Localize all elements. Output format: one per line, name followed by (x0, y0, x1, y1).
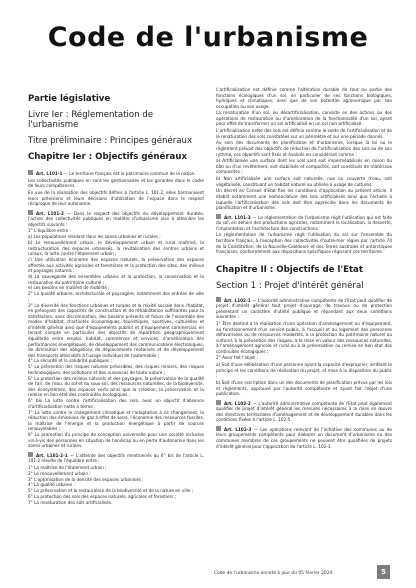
list-item: 2° La qualité urbaine, architecturale et paysagère, notamment des entrées de ville ; (28, 291, 204, 302)
article-l101-3 (216, 214, 392, 232)
page-footer: Code de l'urbanisme annoté à jour du 05 février 2024 (214, 571, 333, 576)
paragraph: Les collectivités publiques en sont les gestionnaires et les garantes dans le cadre de leurs compétences. (28, 177, 204, 189)
article-text: — L'autorité administrative compétente de l'Etat peut également qualifier de projet d'intérêt général les mesures nécessaires à la mise en œuvre des directives territoriales d'aménagement et de développement durables dans les conditions fixées à l'article L. 102-5. (216, 400, 392, 423)
paragraph: 2° Avoir fait l'objet : (216, 355, 258, 361)
article-l101-1 (28, 170, 204, 177)
article-number: Art. L102-2 (224, 400, 251, 406)
article-l102-1 (216, 297, 392, 320)
right-column (216, 87, 392, 450)
article-l102-2 (216, 400, 392, 423)
paragraph: a) Soit d'une délibération d'une personne ayant la capacité d'exproprier, arrêtant le principe et les conditions de réalisation du projet, et mise à la disposition du public ; (216, 362, 392, 379)
paragraph: L'artificialisation est définie comme l'altération durable de tout ou partie des fonctions écologiques d'un sol, en particulier de ses fonctions biologiques, hydriques et climatiques, ainsi que de son potentiel agronomique par son occupation ou son usage. (216, 87, 392, 109)
paragraph: En vue de la réalisation des objectifs définis à l'article L. 101-2, elles harmonisent leurs prévisions et leurs décisions d'utilisation de l'espace dans le respect réciproque de leur autonomie. (28, 190, 204, 207)
title-heading: Titre préliminaire : Principes généraux (28, 136, 193, 146)
list-item: 2° Le renouvellement urbain ; (28, 470, 91, 476)
article-text: — L'atteinte des objectifs mentionnés au 6° bis de l'article L. 101-2 résulte de l'équilibre entre : (28, 452, 204, 464)
list-item: 4° La sécurité et la salubrité publiques ; (28, 358, 112, 364)
book-heading: Livre Ier : Réglementation de l'urbanisme (28, 110, 154, 130)
list-item: a) Les populations résidant dans les zones urbaines et rurales ; (28, 234, 161, 240)
list-item: d) La sauvegarde des ensembles urbains et la protection, la conservation et la restauration du patrimoine culturel ; (28, 274, 204, 285)
paragraph: b) Non artificialisée une surface soit naturelle, nue ou couverte d'eau, soit végétalisée, constituant un habitat naturel ou utilisée à usage de cultures. (216, 176, 392, 187)
article-marker-icon (216, 297, 221, 302)
paragraph: 1° Être destiné à la réalisation d'une opération d'aménagement ou d'équipement, au fonctionnement d'un service public, à l'accueil et au logement des personnes défavorisées ou de ressources modestes, à la protection du patrimoine naturel ou culturel, à la prévention des risques, à la mise en valeur des ressources naturelles, à l'aménagement agricole et rural ou à la préservation ou remise en bon état des continuités écologiques ; (216, 321, 392, 354)
paragraph: Un décret en Conseil d'Etat fixe les conditions d'application du présent article. Il établit notamment une nomenclature des sols artificialisés ainsi que l'échelle à laquelle l'artificialisation des sols doit être appréciée dans les documents de planification et d'urbanisme. (216, 188, 392, 211)
list-item: 3° La diversité des fonctions urbaines et rurales et la mixité sociale dans l'habitat, en prévoyant des capacités de construction et de réhabilitation suffisantes pour la satisfaction, sans discrimination, des besoins présents et futurs de l'ensemble des modes d'habitat, d'activités économiques, touristiques, sportives, culturelles et d'intérêt général ainsi que d'équipements publics et d'équipement commercial, en tenant compte en particulier des objectifs de répartition géographiquement équilibrée entre emploi, habitat, commerces et services, d'amélioration des performances énergétiques, de développement des communications électroniques, de diminution des obligations de déplacements motorisés et de développement des transports alternatifs à l'usage individuel de l'automobile ; (28, 302, 204, 358)
page-number: 5 (377, 565, 390, 579)
article-text: — La réglementation de l'urbanisme régit l'utilisation qui est faite du sol, en dehors des productions agricoles, notamment la localisation, la desserte, l'implantation et l'architecture des constructions. (216, 214, 392, 231)
article-marker-icon (216, 400, 221, 405)
list-item: 7° La renaturation des sols artificialisés. (28, 500, 113, 506)
left-column (28, 88, 204, 506)
article-marker-icon (216, 426, 221, 431)
article-text: — L'autorité administrative compétente de l'Etat peut qualifier de projet d'intérêt général tout projet d'ouvrage, de travaux ou de protection présentant un caractère d'utilité publique et répondant aux deux conditions suivantes : (216, 297, 392, 320)
list-item: 1° La maîtrise de l'étalement urbain ; (28, 464, 107, 470)
article-marker-icon (28, 452, 33, 457)
article-l101-2-1-items (28, 465, 204, 506)
article-text: — Le territoire français est le patrimoine commun de la nation. (63, 171, 196, 176)
list-item: b) Le renouvellement urbain, le développement urbain et rural maîtrisé, la restructuration des espaces urbanisés, la revitalisation des centres urbains et ruraux, la lutte contre l'étalement urbain ; (28, 240, 204, 257)
article-l101-2 (28, 210, 204, 228)
chapter-heading: Chapitre Ier : Objectifs généraux (28, 152, 188, 162)
list-item: 4° La qualité urbaine ; (28, 482, 75, 488)
list-item: 1° L'équilibre entre : (28, 228, 71, 234)
list-item: 7° La lutte contre le changement climatique et l'adaptation à ce changement, la réduction des émissions de gaz à effet de serre, l'économie des ressources fossiles, la maîtrise de l'énergie et la production énergétique à partir de sources renouvelables ; (28, 409, 204, 432)
paragraph: Au sein des documents de planification et d'urbanisme, lorsque la loi ou le règlement prévoit des objectifs de réduction de l'artificialisation des sols ou de son rythme, ces objectifs sont fixés et évalués en considérant comme : (216, 140, 392, 157)
article-text: — Dans le respect des objectifs du développement durable, l'action des collectivités publiques en matière d'urbanisme vise à atteindre les objectifs suivants : (28, 210, 205, 227)
list-item: 8° La promotion du principe de conception universelle pour une société inclusive vis-à-vis des personnes en situation de handicap ou en perte d'autonomie dans les zones urbaines et rurales. (28, 432, 204, 449)
chapter-heading: Chapitre II : Objectifs de l'Etat (216, 264, 363, 275)
paragraph: b) Soit d'une inscription dans un des documents de planification prévus par les lois et règlements, approuvé par l'autorité compétente et ayant fait l'objet d'une publication. (216, 380, 392, 397)
paragraph: L'artificialisation nette des sols est définie comme le solde de l'artificialisation et de la renaturation des sols constatées sur un périmètre et sur une période donnés. (216, 128, 392, 139)
list-item: 3° L'optimisation de la densité des espaces urbanisés ; (28, 476, 144, 482)
list-item: c) Une utilisation économe des espaces naturels, la préservation des espaces affectés aux activités agricoles et forestières et la protection des sites, des milieux et paysages naturels ; (28, 257, 204, 274)
list-item: 5° La prévention des risques naturels prévisibles, des risques miniers, des risques technologiques, des pollutions et des nuisances de toute nature ; (28, 364, 204, 375)
article-marker-icon (216, 214, 221, 219)
list-item: 6° bis La lutte contre l'artificialisation des sols, avec un objectif d'absence d'artificialisation nette à terme ; (28, 398, 204, 409)
article-marker-icon (28, 170, 33, 175)
article-l101-2-items (28, 228, 204, 448)
list-item: 5° La préservation et la restauration de la biodiversité et de la nature en ville ; (28, 488, 194, 494)
article-number: Art. L101-2-1 (36, 452, 68, 458)
paragraph: La réglementation de l'urbanisme régit l'utilisation du sol sur l'ensemble du territoire français, à l'exception des collectivités d'outre-mer régies par l'article 74 de la Constitution, de la Nouvelle-Calédonie et des Terres australes et antarctiques françaises, conformément aux dispositions spécifiques régissant ces territoires. (216, 232, 392, 255)
article-number: Art. L102-1 (224, 297, 251, 303)
article-marker-icon (28, 210, 33, 215)
article-number: Art. L101-2 (36, 210, 64, 216)
document-title: Code de l'urbanisme (47, 22, 369, 53)
article-number: Art. L102-3 (224, 426, 252, 432)
article-l101-2-1 (28, 452, 204, 464)
article-number: Art. L101-1 (36, 171, 63, 176)
article-text: — Les opérations relevant de l'initiative des communes ou de leurs groupements compétents pour élaborer un document d'urbanisme ou des communes membres de ces groupements ne peuvent être qualifiées de projets d'intérêt général pour l'application de l'article L. 102-1. (216, 426, 392, 449)
list-item: 6° La protection des milieux naturels et des paysages, la préservation de la qualité de l'air, de l'eau, du sol et du sous-sol, des ressources naturelles, de la biodiversité, des écosystèmes, des espaces verts ainsi que la création, la préservation et la remise en bon état des continuités écologiques ; (28, 375, 204, 398)
section-heading: Section 1 : Projet d'intérêt général (216, 280, 364, 291)
paragraph: La renaturation d'un sol, ou désartificialisation, consiste en des actions ou des opérations de restauration ou d'amélioration de la fonctionnalité d'un sol, ayant pour effet de transformer un sol artificialisé en un sol non artificialisé. (216, 110, 392, 127)
paragraph: a) Artificialisée une surface dont les sols sont soit imperméabilisés en raison du bâti ou d'un revêtement, soit stabilisés et compactés, soit constitués de matériaux composites ; (216, 158, 392, 175)
part-heading: Partie législative (28, 94, 111, 104)
article-number: Art. L101-3 (224, 214, 251, 220)
article-l102-3 (216, 426, 392, 449)
list-item: e) Les besoins en matière de mobilité ; (28, 285, 110, 291)
list-item: 6° La protection des sols des espaces naturels, agricoles et forestiers ; (28, 494, 177, 500)
